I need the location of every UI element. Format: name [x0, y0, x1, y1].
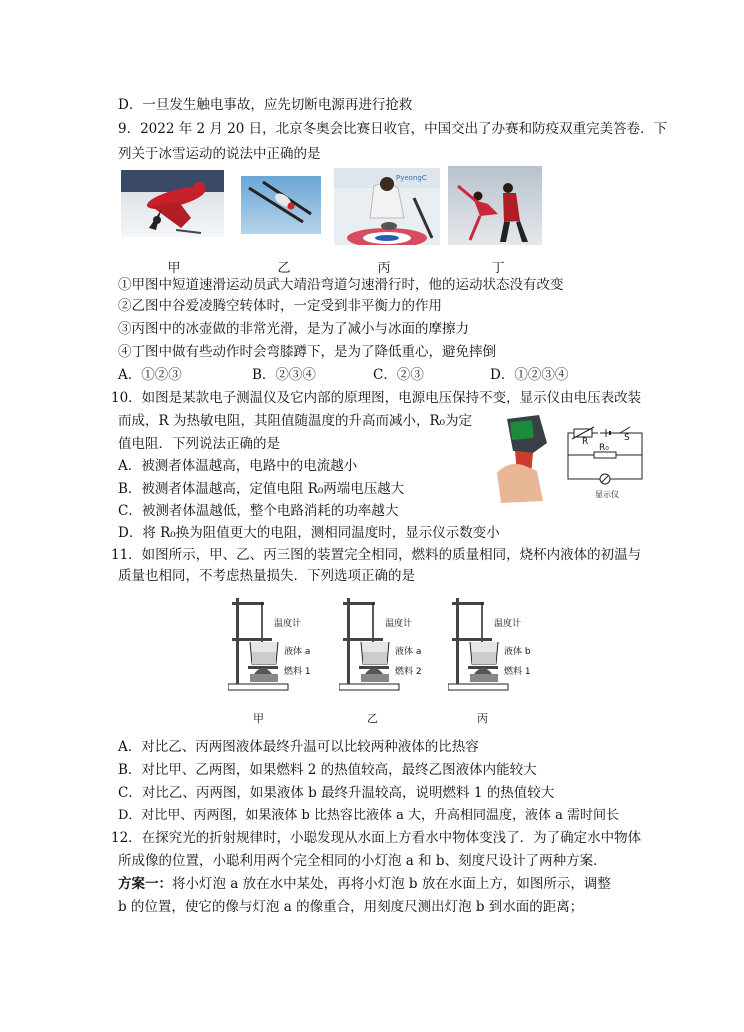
bing-fuel-label: 燃料 1 — [504, 667, 531, 677]
circuit-label-display: 显示仪 — [595, 490, 619, 499]
q11-option-c: C．对比乙、丙两图，如果液体 b 最终升温较高，说明燃料 1 的热值较大 — [118, 785, 555, 801]
q11-option-b: B．对比甲、乙两图，如果燃料 2 的热值较高，最终乙图液体内能较大 — [118, 762, 537, 778]
q11-option-a: A．对比乙、丙两图液体最终升温可以比较两种液体的比热容 — [118, 739, 479, 755]
q10-stem-line1: 10．如图是某款电子测温仪及它内部的原理图，电源电压保持不变，显示仪由电压表改装 — [111, 390, 642, 406]
bing-liquid-label: 液体 b — [504, 647, 531, 657]
bing-thermometer-label: 温度计 — [494, 619, 522, 629]
apparatus-jia — [228, 592, 328, 698]
q10-stem-line3: 值电阻．下列说法正确的是 — [118, 436, 280, 452]
apparatus-caption-bing: 丙 — [477, 712, 488, 725]
q12-stem-line1: 12．在探究光的折射规律时，小聪发现从水面上方看水中物体变浅了．为了确定水中物体 — [111, 830, 642, 846]
q12-plan-line2: b 的位置，使它的像与灯泡 a 的像重合，用刻度尺测出灯泡 b 到水面的距离； — [118, 899, 584, 915]
jia-thermometer-label: 温度计 — [274, 619, 302, 629]
q9-caption-ding: 丁 — [491, 261, 505, 276]
yi-liquid-label: 液体 a — [395, 647, 422, 657]
q9-option-a: A．①②③ — [118, 367, 182, 383]
apparatus-yi — [339, 592, 439, 698]
q12-plan-label: 方案一： — [118, 876, 172, 892]
q9-statement-4: ④丁图中做有些动作时会弯膝蹲下，是为了降低重心，避免摔倒 — [118, 344, 496, 360]
q10-option-d: D．将 R₀换为阻值更大的电阻，测相同温度时，显示仪示数变小 — [118, 525, 500, 541]
photo-curling — [334, 168, 440, 245]
circuit-label-r0: R₀ — [599, 443, 609, 453]
apparatus-bing — [448, 592, 548, 698]
q10-option-b: B．被测者体温越高，定值电阻 R₀两端电压越大 — [118, 481, 405, 497]
jia-fuel-label: 燃料 1 — [284, 667, 311, 677]
q9-stem-line2: 列关于冰雪运动的说法中正确的是 — [118, 146, 321, 162]
q8-option-d: D．一旦发生触电事故，应先切断电源再进行抢救 — [118, 97, 413, 113]
q10-stem-line2: 而成，R 为热敏电阻，其阻值随温度的升高而减小，R₀为定 — [118, 413, 473, 429]
q9-caption-bing: 丙 — [377, 261, 391, 276]
q9-statement-3: ③丙图中的冰壶做的非常光滑，是为了减小与冰面的摩擦力 — [118, 321, 469, 337]
q9-option-c: C．②③ — [373, 367, 424, 383]
q12-plan-line1 — [118, 875, 611, 893]
apparatus-caption-yi: 乙 — [367, 712, 378, 725]
q10-option-a: A．被测者体温越高，电路中的电流越小 — [118, 458, 358, 474]
circuit-diagram — [562, 423, 648, 507]
q9-stem-line1: 9．2022 年 2 月 20 日，北京冬奥会比赛日收官，中国交出了办赛和防疫双重完美答卷．下 — [118, 121, 668, 137]
q10-option-c: C．被测者体温越低，整个电路消耗的功率越大 — [118, 503, 399, 519]
circuit-label-r: R — [582, 437, 589, 447]
apparatus-caption-jia: 甲 — [253, 712, 264, 725]
photo-freestyle-skier — [241, 176, 321, 234]
jia-liquid-label: 液体 a — [284, 647, 311, 657]
q12-stem-line2: 所成像的位置，小聪利用两个完全相同的小灯泡 a 和 b、刻度尺设计了两种方案． — [118, 853, 607, 869]
curling-banner-text: PyeongC — [396, 174, 427, 182]
q9-statement-1: ①甲图中短道速滑运动员武大靖沿弯道匀速滑行时，他的运动状态没有改变 — [118, 277, 564, 293]
q9-option-b: B．②③④ — [252, 367, 316, 383]
q11-stem-line2: 质量也相同，不考虑热量损失．下列选项正确的是 — [118, 568, 415, 584]
photo-figure-skating — [448, 166, 542, 245]
photo-speed-skating — [121, 170, 224, 237]
q11-stem-line1: 11．如图所示，甲、乙、丙三图的装置完全相同，燃料的质量相同，烧杯内液体的初温与 — [111, 547, 642, 563]
q9-caption-yi: 乙 — [277, 261, 291, 276]
yi-fuel-label: 燃料 2 — [395, 667, 422, 677]
photo-ir-thermometer — [493, 413, 553, 505]
q9-option-d: D．①②③④ — [490, 367, 569, 383]
q9-statement-2: ②乙图中谷爱凌腾空转体时，一定受到非平衡力的作用 — [118, 298, 442, 314]
q11-option-d: D．对比甲、丙两图，如果液体 b 比热容比液体 a 大，升高相同温度，液体 a 需时间长 — [118, 808, 620, 823]
circuit-label-s: S — [624, 433, 630, 443]
yi-thermometer-label: 温度计 — [385, 619, 413, 629]
q9-caption-jia: 甲 — [167, 261, 181, 276]
q12-plan-text1: 将小灯泡 a 放在水中某处，再将小灯泡 b 放在水面上方，如图所示，调整 — [172, 876, 611, 892]
